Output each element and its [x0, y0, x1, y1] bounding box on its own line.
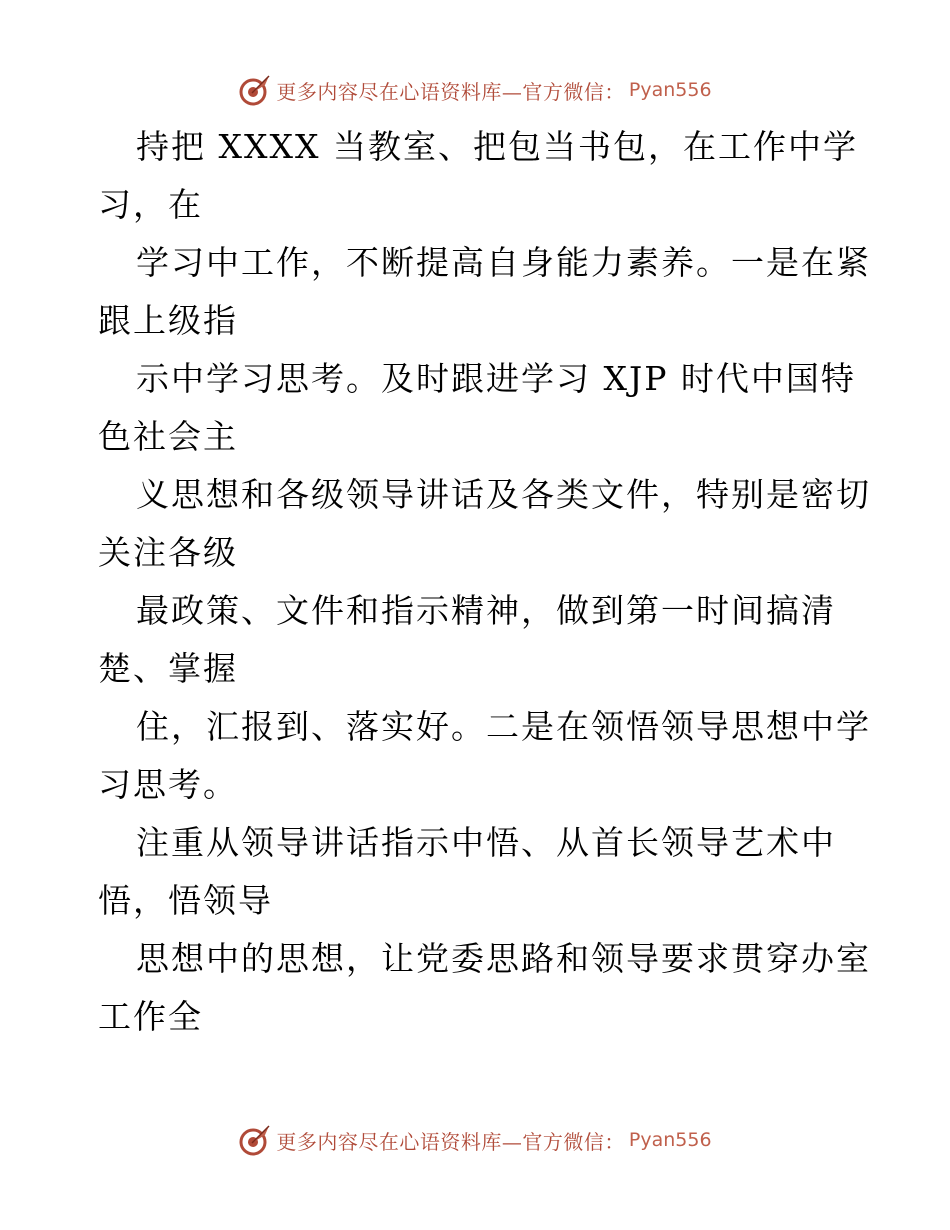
document-body	[98, 118, 898, 1046]
header-banner-id: Pyan556	[628, 79, 712, 101]
text-line: 持把 XXXX 当教室、把包当书包，在工作中学	[136, 127, 858, 166]
header-banner-text: 更多内容尽在心语资料库—官方微信：	[276, 79, 625, 104]
text-line: 关注各级	[98, 533, 238, 572]
text-line: 注重从领导讲话指示中悟、从首长领导艺术中	[136, 823, 836, 862]
text-line: 工作全	[98, 997, 203, 1036]
text-line: 示中学习思考。及时跟进学习 XJP 时代中国特	[136, 359, 856, 398]
text-line: 习思考。	[98, 765, 238, 804]
quill-logo-icon	[238, 1123, 272, 1157]
text-line: 思想中的思想，让党委思路和领导要求贯穿办室	[136, 939, 871, 978]
text-line: 跟上级指	[98, 301, 238, 340]
text-line: 住，汇报到、落实好。二是在领悟领导思想中学	[136, 707, 871, 746]
text-line: 义思想和各级领导讲话及各类文件，特别是密切	[136, 475, 871, 514]
footer-banner-id: Pyan556	[628, 1129, 712, 1151]
text-line: 学习中工作，不断提高自身能力素养。一是在紧	[136, 243, 871, 282]
quill-logo-icon	[238, 73, 272, 107]
text-line: 最政策、文件和指示精神，做到第一时间搞清	[136, 591, 836, 630]
text-line: 色社会主	[98, 417, 238, 456]
footer-banner	[0, 1120, 950, 1160]
footer-banner-text: 更多内容尽在心语资料库—官方微信：	[276, 1129, 625, 1154]
text-line: 楚、掌握	[98, 649, 238, 688]
text-line: 习，在	[98, 185, 203, 224]
text-line: 悟，悟领导	[98, 881, 273, 920]
header-banner	[0, 70, 950, 110]
